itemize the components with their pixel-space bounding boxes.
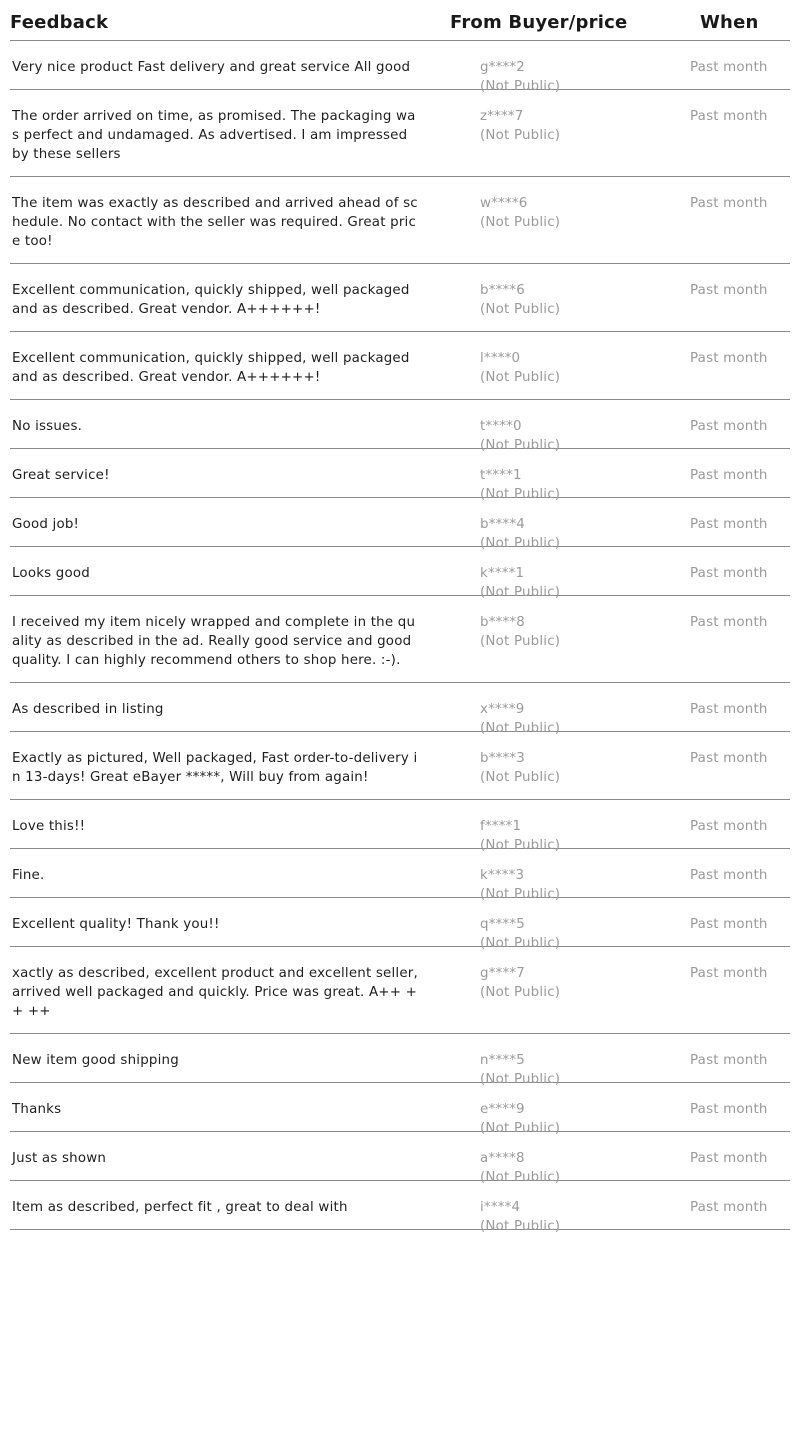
feedback-when: Past month: [690, 196, 768, 211]
buyer-name: k****3: [480, 868, 525, 883]
column-header-buyer[interactable]: From Buyer/price: [450, 12, 628, 33]
feedback-comment: Good job!: [12, 517, 80, 532]
feedback-when: Past month: [690, 868, 768, 883]
buyer-name: q****5: [480, 917, 526, 932]
feedback-comment: As described in listing: [12, 702, 164, 717]
buyer-privacy: (Not Public): [480, 1121, 561, 1136]
buyer-privacy: (Not Public): [480, 838, 561, 853]
buyer-name: k****1: [480, 566, 525, 581]
buyer-name: a****8: [480, 1151, 525, 1166]
feedback-when: Past month: [690, 419, 768, 434]
buyer-name: e****9: [480, 1102, 525, 1117]
table-row: [10, 547, 790, 600]
table-row: [10, 596, 790, 683]
feedback-comment: Very nice product Fast delivery and great service All good: [12, 60, 411, 75]
feedback-comment: xactly as described, excellent product and excellent seller, arrived well packaged and quickly. Price was great. A++ ++ ++: [12, 966, 418, 1019]
feedback-comment: Excellent quality! Thank you!!: [12, 917, 220, 932]
buyer-name: l****0: [480, 351, 521, 366]
feedback-when: Past month: [690, 1200, 768, 1215]
buyer-privacy: (Not Public): [480, 1072, 561, 1087]
table-row: [10, 498, 790, 551]
buyer-info: [480, 194, 560, 232]
buyer-name: b****8: [480, 615, 526, 630]
buyer-privacy: (Not Public): [480, 985, 561, 1000]
feedback-comment: Looks good: [12, 566, 90, 581]
table-row: [10, 332, 790, 400]
feedback-when: Past month: [690, 60, 768, 75]
buyer-privacy: (Not Public): [480, 770, 561, 785]
table-row: [10, 400, 790, 453]
buyer-name: n****5: [480, 1053, 525, 1068]
feedback-comment: Love this!!: [12, 819, 86, 834]
feedback-when: Past month: [690, 517, 768, 532]
feedback-when: Past month: [690, 283, 768, 298]
feedback-comment: No issues.: [12, 419, 83, 434]
buyer-name: t****1: [480, 468, 522, 483]
feedback-when: Past month: [690, 351, 768, 366]
buyer-name: x****9: [480, 702, 525, 717]
buyer-name: b****4: [480, 517, 526, 532]
buyer-privacy: (Not Public): [480, 128, 561, 143]
buyer-privacy: (Not Public): [480, 585, 561, 600]
table-row: [10, 41, 790, 94]
feedback-comment: Just as shown: [12, 1151, 107, 1166]
table-row: [10, 849, 790, 902]
buyer-info: [480, 749, 560, 787]
buyer-name: i****4: [480, 1200, 521, 1215]
buyer-privacy: (Not Public): [480, 370, 561, 385]
column-header-feedback[interactable]: Feedback: [10, 12, 109, 33]
table-row: [10, 947, 790, 1034]
feedback-when: Past month: [690, 1102, 768, 1117]
buyer-info: [480, 349, 560, 387]
feedback-table: [10, 0, 790, 1234]
feedback-when: Past month: [690, 468, 768, 483]
feedback-when: Past month: [690, 1053, 768, 1068]
feedback-when: Past month: [690, 966, 768, 981]
buyer-privacy: (Not Public): [480, 79, 561, 94]
table-row: [10, 90, 790, 177]
buyer-info: [480, 613, 560, 651]
buyer-name: w****6: [480, 196, 528, 211]
feedback-when: Past month: [690, 751, 768, 766]
table-row: [10, 898, 790, 951]
table-row: [10, 683, 790, 736]
feedback-when: Past month: [690, 702, 768, 717]
buyer-privacy: (Not Public): [480, 487, 561, 502]
feedback-comment: Excellent communication, quickly shipped, well packaged and as described. Great vendor. A++++++!: [12, 283, 410, 317]
buyer-name: t****0: [480, 419, 522, 434]
feedback-when: Past month: [690, 917, 768, 932]
table-header: [10, 0, 790, 41]
feedback-comment: Item as described, perfect fit , great to deal with: [12, 1200, 348, 1215]
buyer-privacy: (Not Public): [480, 721, 561, 736]
table-row: [10, 1083, 790, 1136]
buyer-name: b****6: [480, 283, 526, 298]
buyer-privacy: (Not Public): [480, 302, 561, 317]
table-row: [10, 732, 790, 800]
buyer-privacy: (Not Public): [480, 887, 561, 902]
buyer-name: b****3: [480, 751, 526, 766]
feedback-when: Past month: [690, 566, 768, 581]
buyer-info: [480, 1198, 560, 1236]
table-row: [10, 177, 790, 264]
table-row: [10, 449, 790, 502]
buyer-name: g****2: [480, 60, 526, 75]
feedback-comment: The order arrived on time, as promised. The packaging was perfect and undamaged. As advertised. I am impressed by these sellers: [12, 109, 416, 162]
feedback-comment: Fine.: [12, 868, 45, 883]
buyer-privacy: (Not Public): [480, 215, 561, 230]
buyer-privacy: (Not Public): [480, 1219, 561, 1234]
buyer-privacy: (Not Public): [480, 1170, 561, 1185]
feedback-comment: Thanks: [12, 1102, 62, 1117]
feedback-when: Past month: [690, 1151, 768, 1166]
table-row: [10, 1034, 790, 1087]
table-row: [10, 1132, 790, 1185]
feedback-when: Past month: [690, 109, 768, 124]
buyer-privacy: (Not Public): [480, 438, 561, 453]
buyer-info: [480, 281, 560, 319]
buyer-info: [480, 107, 560, 145]
buyer-privacy: (Not Public): [480, 536, 561, 551]
feedback-comment: Excellent communication, quickly shipped, well packaged and as described. Great vendor. A++++++!: [12, 351, 410, 385]
buyer-info: [480, 964, 560, 1002]
table-row: [10, 1181, 790, 1234]
feedback-comment: Exactly as pictured, Well packaged, Fast order-to-delivery in 13-days! Great eBayer *****, Will buy from again!: [12, 751, 418, 785]
buyer-privacy: (Not Public): [480, 634, 561, 649]
buyer-name: z****7: [480, 109, 524, 124]
buyer-name: f****1: [480, 819, 522, 834]
table-row: [10, 264, 790, 332]
buyer-privacy: (Not Public): [480, 936, 561, 951]
feedback-comment: I received my item nicely wrapped and complete in the quality as described in the ad. Really good service and good quality. I can highly recommend others to shop here. :-).: [12, 615, 416, 668]
feedback-comment: The item was exactly as described and arrived ahead of schedule. No contact with the seller was required. Great price too!: [12, 196, 418, 249]
column-header-when[interactable]: When: [700, 12, 759, 33]
feedback-comment: Great service!: [12, 468, 110, 483]
table-row: [10, 800, 790, 853]
feedback-when: Past month: [690, 819, 768, 834]
feedback-comment: New item good shipping: [12, 1053, 179, 1068]
buyer-name: g****7: [480, 966, 526, 981]
feedback-when: Past month: [690, 615, 768, 630]
